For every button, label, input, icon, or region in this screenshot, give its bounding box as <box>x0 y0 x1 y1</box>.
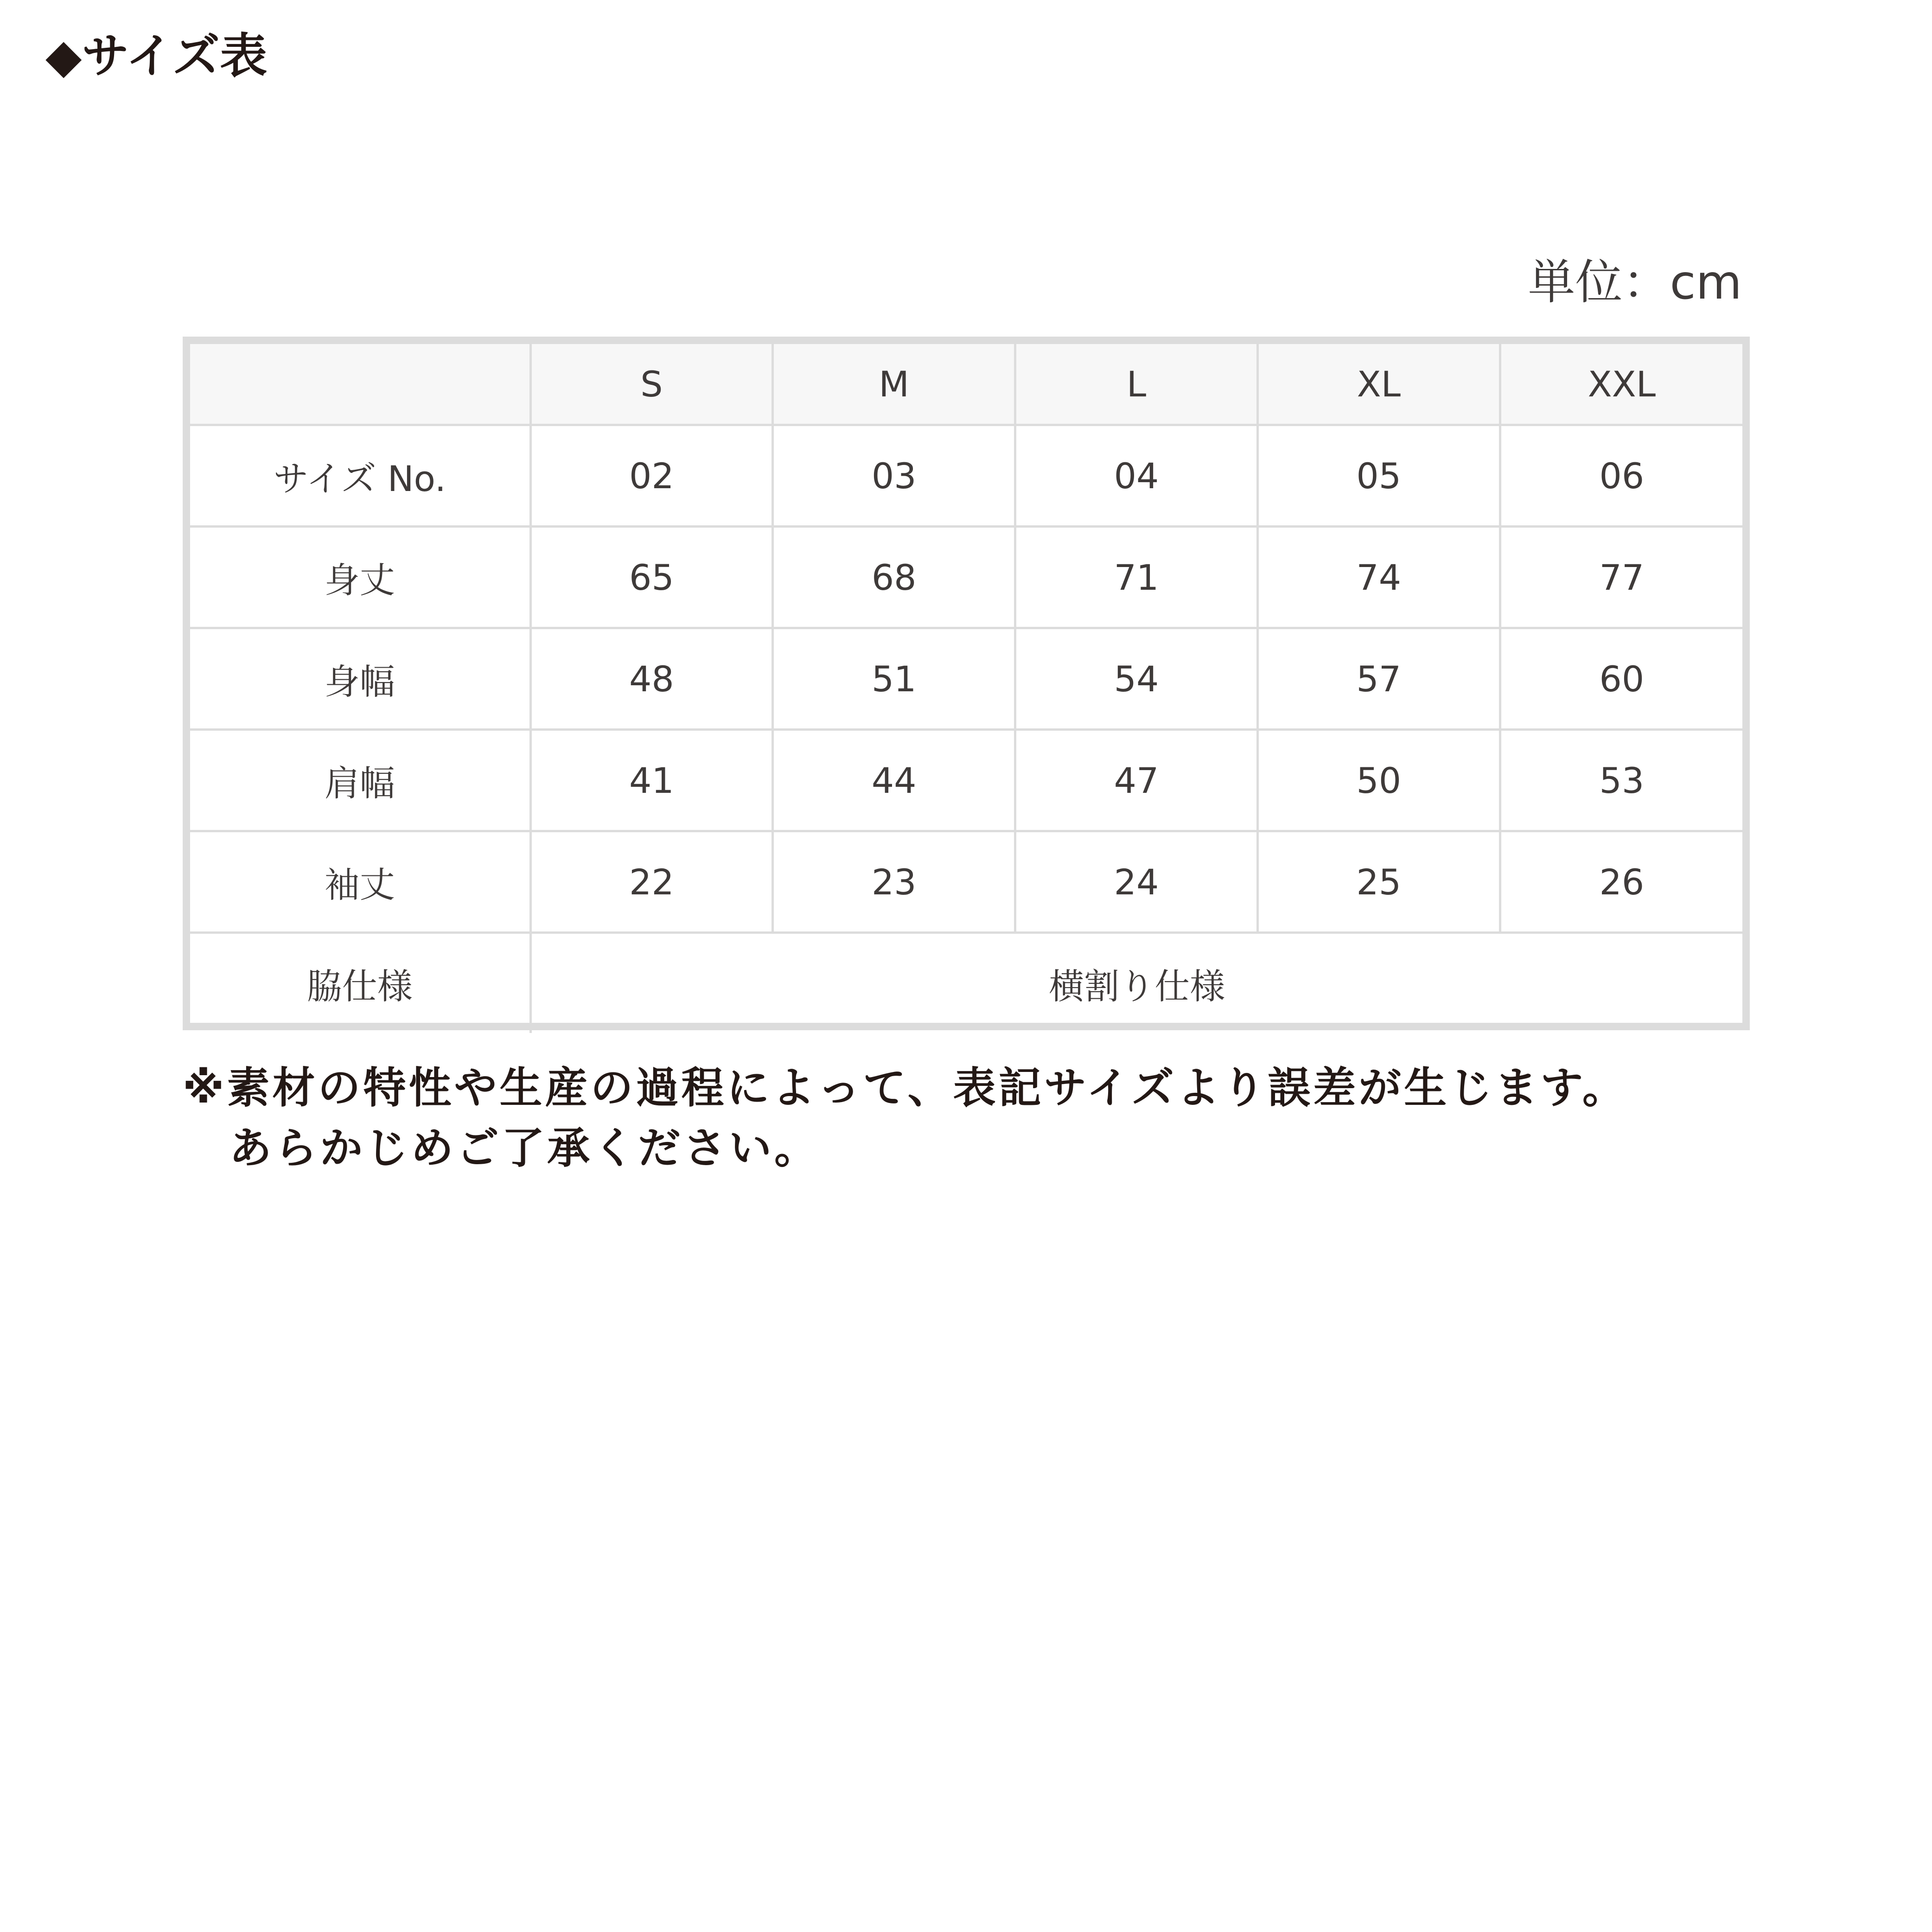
table-row-side-spec <box>190 933 1742 1033</box>
note-line-1: ※素材の特性や生産の過程によって、表記サイズより誤差が生じます。 <box>183 1063 1628 1113</box>
size-table-frame <box>183 337 1750 1030</box>
table-cell: 74 <box>1257 527 1500 628</box>
unit-label: 単位：cm <box>1528 255 1742 310</box>
header-cell-xxl: XXL <box>1500 344 1742 425</box>
row-label: 肩幅 <box>190 730 530 831</box>
header-cell-xl: XL <box>1257 344 1500 425</box>
disclaimer-note <box>183 1058 1628 1179</box>
table-row-body-width <box>190 628 1742 730</box>
table-cell: 50 <box>1257 730 1500 831</box>
table-cell: 25 <box>1257 831 1500 933</box>
table-cell: 47 <box>1015 730 1258 831</box>
table-cell: 44 <box>773 730 1015 831</box>
table-cell: 54 <box>1015 628 1258 730</box>
table-cell: 60 <box>1500 628 1742 730</box>
size-table <box>190 344 1742 1033</box>
table-cell: 04 <box>1015 425 1258 527</box>
table-cell: 05 <box>1257 425 1500 527</box>
header-cell-s: S <box>530 344 773 425</box>
table-row-body-length <box>190 527 1742 628</box>
row-label: サイズ No. <box>190 425 530 527</box>
table-row-sleeve-length <box>190 831 1742 933</box>
table-row-shoulder-width <box>190 730 1742 831</box>
page-title: ◆サイズ表 <box>45 29 268 84</box>
table-cell: 48 <box>530 628 773 730</box>
side-spec-value: 横割り仕様 <box>530 933 1742 1033</box>
note-line-2: あらかじめご了承ください。 <box>229 1123 820 1173</box>
table-cell: 53 <box>1500 730 1742 831</box>
row-label: 身丈 <box>190 527 530 628</box>
table-cell: 71 <box>1015 527 1258 628</box>
table-cell: 77 <box>1500 527 1742 628</box>
table-cell: 65 <box>530 527 773 628</box>
row-label: 脇仕様 <box>190 933 530 1033</box>
table-cell: 06 <box>1500 425 1742 527</box>
row-label: 袖丈 <box>190 831 530 933</box>
table-cell: 26 <box>1500 831 1742 933</box>
table-cell: 57 <box>1257 628 1500 730</box>
table-cell: 22 <box>530 831 773 933</box>
table-cell: 51 <box>773 628 1015 730</box>
table-cell: 68 <box>773 527 1015 628</box>
table-row-size-no <box>190 425 1742 527</box>
table-cell: 24 <box>1015 831 1258 933</box>
header-cell-m: M <box>773 344 1015 425</box>
table-cell: 03 <box>773 425 1015 527</box>
header-cell-empty <box>190 344 530 425</box>
table-cell: 23 <box>773 831 1015 933</box>
table-cell: 41 <box>530 730 773 831</box>
row-label: 身幅 <box>190 628 530 730</box>
table-cell: 02 <box>530 425 773 527</box>
table-header-row <box>190 344 1742 425</box>
header-cell-l: L <box>1015 344 1258 425</box>
